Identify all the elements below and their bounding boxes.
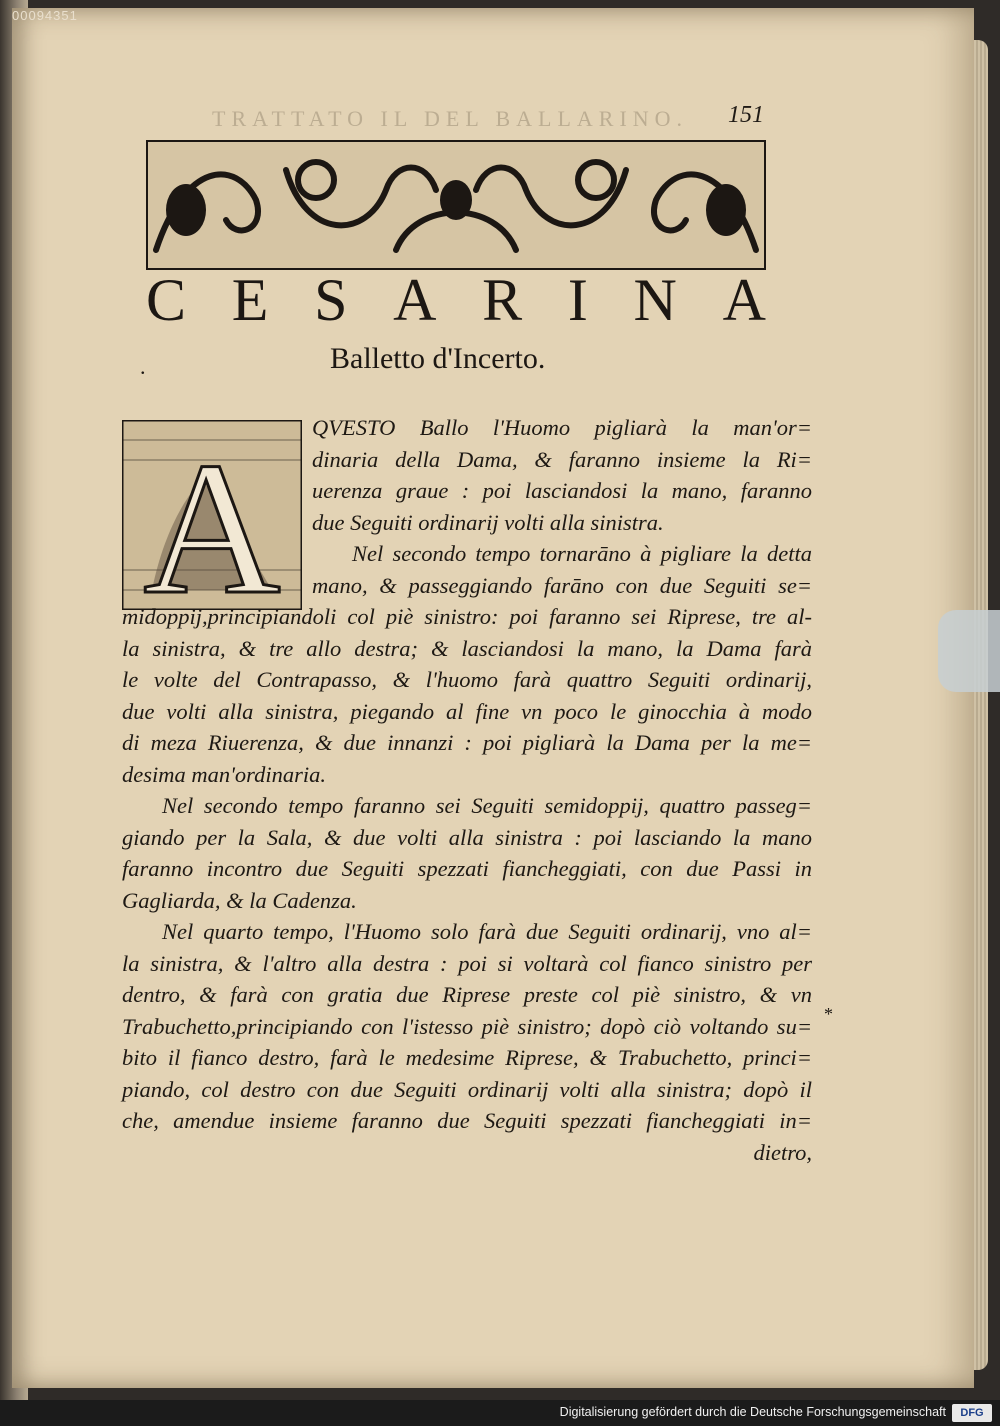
page-number: 151 [728,102,764,128]
book-page [12,8,974,1388]
title-letter: R [482,267,523,333]
text-line: Gagliarda, & la Cadenza. [122,887,357,913]
subtitle: Balletto d'Incerto. [330,342,546,375]
text-line: desima man'ordinaria. [122,761,326,787]
footer-bar [0,1400,1000,1426]
text-line: due volti alla sinistra, piegando al fine vn poco le ginocchia à modo [122,698,812,724]
text-line: che, amendue insieme faranno due Seguiti spezzati fiancheggiati in= [122,1108,812,1133]
margin-dot: . [140,354,146,379]
text-line: due Seguiti ordinarij volti alla sinistra. [312,509,664,535]
title-letter: E [231,267,269,333]
margin-mark: * [824,1004,833,1024]
text-line: uerenza graue : poi lasciandosi la mano, faranno [312,478,812,503]
scan-id-stamp: 00094351 [12,8,78,23]
text-line: piando, col destro con due Seguiti ordinarij volti alla sinistra; dopò il [122,1076,812,1102]
initial-letter: A [143,424,281,610]
title-letter: I [567,267,588,333]
page-clip [938,610,1000,692]
text-line: Nel secondo tempo faranno sei Seguiti semidoppij, quattro passeg= [162,793,812,818]
title-letter: C [146,267,187,333]
text-line: giando per la Sala, & due volti alla sinistra : poi lasciando la mano [122,824,812,850]
title-letter: A [722,267,766,333]
woodcut-headpiece [146,140,766,270]
title-letter: S [314,267,348,333]
funding-notice: Digitalisierung gefördert durch die Deutsche Forschungsgemeinschaft [559,1405,946,1419]
text-line: dinaria della Dama, & faranno insieme la Ri= [312,446,812,472]
chapter-title [146,266,766,335]
text-line: la sinistra, & l'altro alla destra : poi si voltarà col fianco sinistro per [122,950,812,976]
title-letter: N [633,267,677,333]
text-line: dentro, & farà con gratia due Riprese preste col piè sinistro, & vn [122,982,812,1007]
text-line: Trabuchetto,principiando con l'istesso piè sinistro; dopò ciò voltando su= [122,1013,812,1039]
dfg-logo-icon: DFG [952,1404,992,1422]
text-line: di meza Riuerenza, & due innanzi : poi pigliarà la Dama per la me= [122,730,812,755]
text-line: le volte del Contrapasso, & l'huomo farà quattro Seguiti ordinarij, [122,667,812,692]
text-line: midoppij,principiandoli col piè sinistro: poi faranno sei Riprese, tre al- [122,604,812,629]
title-letter: A [393,267,437,333]
text-line: Nel secondo tempo tornarāno à pigliare la detta [352,541,812,566]
body-text [122,412,812,1168]
text-line: mano, & passeggiando farāno con due Seguiti se= [312,572,812,598]
text-line: faranno incontro due Seguiti spezzati fiancheggiati, con due Passi in [122,856,812,881]
text-line: QVESTO Ballo l'Huomo pigliarà la man'or= [312,415,812,440]
catchword: dietro, [753,1139,812,1165]
running-head-showthrough: TRATTATO IL DEL BALLARINO. [212,106,689,131]
text-line: Nel quarto tempo, l'Huomo solo farà due Seguiti ordinarij, vno al= [162,919,812,944]
text-line: la sinistra, & tre allo destra; & lasciandosi la mano, la Dama farà [122,635,812,661]
text-line: bito il fianco destro, farà le medesime Riprese, & Trabuchetto, princi= [122,1045,812,1070]
